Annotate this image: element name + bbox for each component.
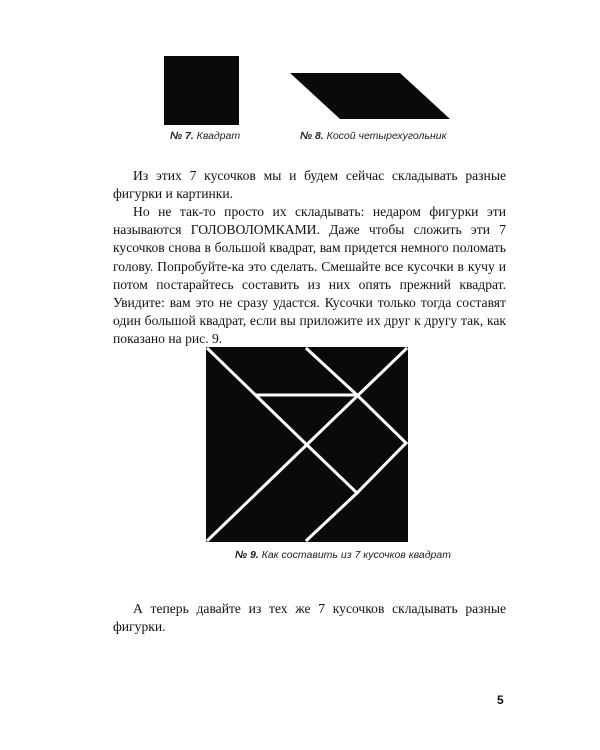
tangram-square-figure: [206, 347, 408, 542]
parallelogram-piece-figure: [290, 73, 450, 119]
figure-7-caption: [170, 130, 240, 142]
paragraph-1-text: Из этих 7 кусочков мы и будем сейчас складывать разные фигурки и картинки.: [113, 168, 506, 202]
paragraph-2-text: Но не так-то просто их складывать: недаром фигурки эти называются ГОЛОВОЛОМКАМИ. Даже чтобы сложить эти 7 кусочков снова в большой квадрат, вам придется немного поломать голову. Попробуйте-ка это сделать. Смешайте все кусочки в кучу и потом постарайтесь составить из них опять прежний квадрат. Увидите: вам это не сразу удастся. Кусочки только тогда составят один большой квадрат, если вы приложите их друг к другу так, как показано на рис. 9.: [113, 204, 506, 347]
paragraph-3: [113, 600, 506, 636]
page-number: 5: [497, 693, 504, 707]
paragraph-2: [113, 203, 506, 349]
paragraph-1: [113, 167, 506, 203]
figure-9-text: Как составить из 7 кусочков квадрат: [261, 549, 451, 561]
paragraph-3-text: А теперь давайте из тех же 7 кусочков складывать разные фигурки.: [113, 601, 506, 635]
figure-7-number: № 7.: [170, 130, 194, 142]
figure-9-number: № 9.: [235, 549, 259, 561]
square-piece-figure: [164, 56, 239, 125]
figure-8-number: № 8.: [300, 130, 324, 142]
figure-8-caption: [300, 130, 447, 142]
figure-8-text: Косой четырехугольник: [326, 130, 447, 142]
figure-7-text: Квадрат: [196, 130, 241, 142]
figure-9-caption: [235, 549, 451, 561]
